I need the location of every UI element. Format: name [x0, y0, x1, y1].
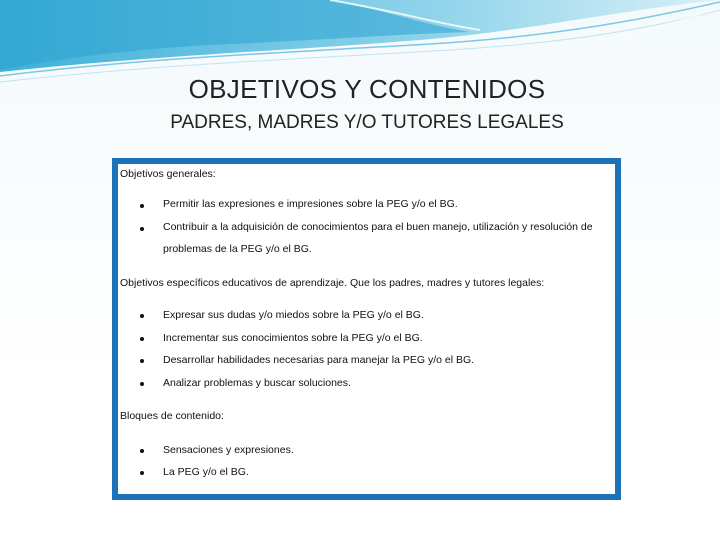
list-item: Incrementar sus conocimientos sobre la PEG y/o el BG. [163, 332, 423, 344]
list-item: Analizar problemas y buscar soluciones. [163, 377, 351, 389]
list-item-continuation: problemas de la PEG y/o el BG. [163, 243, 312, 255]
list-item: La PEG y/o el BG. [163, 466, 249, 478]
objectives-box [112, 158, 621, 500]
bullet-icon [140, 314, 144, 318]
bullet-icon [140, 337, 144, 341]
content-blocks-heading: Bloques de contenido: [120, 410, 224, 422]
specific-objectives-heading: Objetivos específicos educativos de aprendizaje. Que los padres, madres y tutores legales: [120, 277, 545, 289]
list-item: Contribuir a la adquisición de conocimientos para el buen manejo, utilización y resolución de [163, 221, 593, 233]
slide-subtitle: PADRES, MADRES Y/O TUTORES LEGALES [170, 112, 564, 133]
list-item: Desarrollar habilidades necesarias para manejar la PEG y/o el BG. [163, 354, 475, 366]
bullet-icon [140, 359, 144, 363]
bullet-icon [140, 204, 144, 208]
bullet-icon [140, 227, 144, 231]
list-item: Sensaciones y expresiones. [163, 444, 294, 456]
bullet-icon [140, 471, 144, 475]
bullet-icon [140, 449, 144, 453]
slide-title: OBJETIVOS Y CONTENIDOS [188, 74, 546, 104]
bullet-icon [140, 382, 144, 386]
general-objectives-heading: Objetivos generales: [120, 168, 216, 180]
list-item: Expresar sus dudas y/o miedos sobre la PEG y/o el BG. [163, 309, 424, 321]
list-item: Permitir las expresiones e impresiones sobre la PEG y/o el BG. [163, 198, 458, 210]
